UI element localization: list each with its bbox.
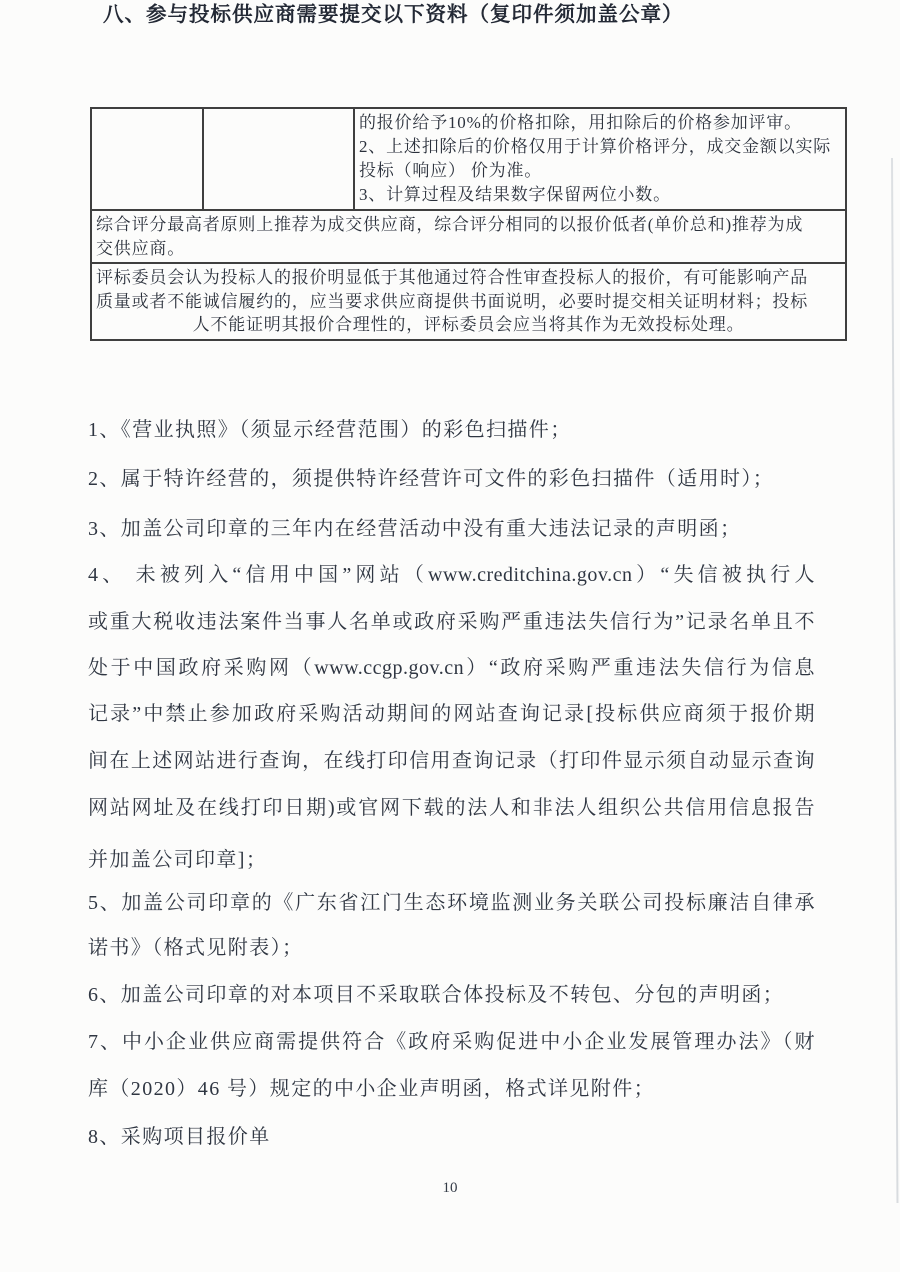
list-item-line: 或重大税收违法案件当事人名单或政府采购严重违法失信行为”记录名单且不	[88, 611, 815, 633]
list-item-line: 处于中国政府采购网（www.ccgp.gov.cn）“政府采购严重违法失信行为信息	[88, 657, 815, 679]
table-row	[91, 210, 846, 263]
list-item-line: 诺书》（格式见附表）；	[88, 937, 304, 959]
table-text-line: 质量或者不能诚信履约的，应当要求供应商提供书面说明，必要时提交相关证明材料；投标	[96, 291, 808, 311]
price-evaluation-table	[90, 107, 847, 341]
table-row	[91, 263, 846, 340]
table-text-line: 人不能证明其报价合理性的，评标委员会应当将其作为无效投标处理。	[192, 315, 745, 334]
list-item: 8、采购项目报价单	[88, 1126, 271, 1148]
list-item-line: 5、加盖公司印章的《广东省江门生态环境监测业务关联公司投标廉洁自律承	[88, 892, 815, 914]
scan-edge-artifact	[891, 158, 898, 1203]
list-item-line: 间在上述网站进行查询，在线打印信用查询记录（打印件显示须自动显示查询	[88, 750, 815, 772]
list-item-line: 库（2020）46 号）规定的中小企业声明函，格式详见附件；	[88, 1078, 655, 1100]
page-number: 10	[442, 1180, 458, 1196]
list-item: 3、加盖公司印章的三年内在经营活动中没有重大违法记录的声明函；	[88, 518, 742, 540]
table-cell-abnormal-low-price-rule	[91, 263, 846, 340]
table-text-line: 的报价给予10%的价格扣除，用扣除后的价格参加评审。	[359, 113, 802, 132]
section-heading: 八、参与投标供应商需要提交以下资料（复印件须加盖公章）	[103, 3, 684, 26]
table-cell-price-deduction	[354, 108, 846, 210]
list-item-line: 7、中小企业供应商需提供符合《政府采购促进中小企业发展管理办法》（财	[88, 1031, 815, 1053]
list-item-line: 网站网址及在线打印日期)或官网下载的法人和非法人组织公共信用信息报告	[88, 797, 815, 819]
table-row	[91, 108, 846, 210]
table-text-line: 交供应商。	[96, 238, 185, 258]
table-text-line: 综合评分最高者原则上推荐为成交供应商，综合评分相同的以报价低者(单价总和)推荐为成	[96, 215, 804, 234]
list-item: 6、加盖公司印章的对本项目不采取联合体投标及不转包、分包的声明函；	[88, 984, 785, 1006]
list-item: 1、《营业执照》（须显示经营范围）的彩色扫描件；	[88, 419, 572, 441]
list-item-line: 并加盖公司印章]；	[88, 849, 268, 871]
table-cell-empty	[203, 108, 354, 210]
list-item: 2、属于特许经营的，须提供特许经营许可文件的彩色扫描件（适用时）；	[88, 468, 775, 490]
table-text-line: 投标（响应） 价为准。	[359, 161, 543, 180]
table-cell-empty	[91, 108, 203, 210]
list-item-line: 记录”中禁止参加政府采购活动期间的网站查询记录[投标供应商须于报价期	[88, 703, 815, 725]
table-cell-recommendation-rule	[91, 210, 846, 263]
list-item-line: 4、 未被列入“信用中国”网站（www.creditchina.gov.cn）“失信被执行人	[88, 564, 815, 586]
table-text-line: 3、计算过程及结果数字保留两位小数。	[359, 185, 671, 204]
table-text-line: 评标委员会认为投标人的报价明显低于其他通过符合性审查投标人的报价，有可能影响产品	[96, 268, 808, 287]
table-text-line: 2、上述扣除后的价格仅用于计算价格评分，成交金额以实际	[359, 137, 832, 156]
